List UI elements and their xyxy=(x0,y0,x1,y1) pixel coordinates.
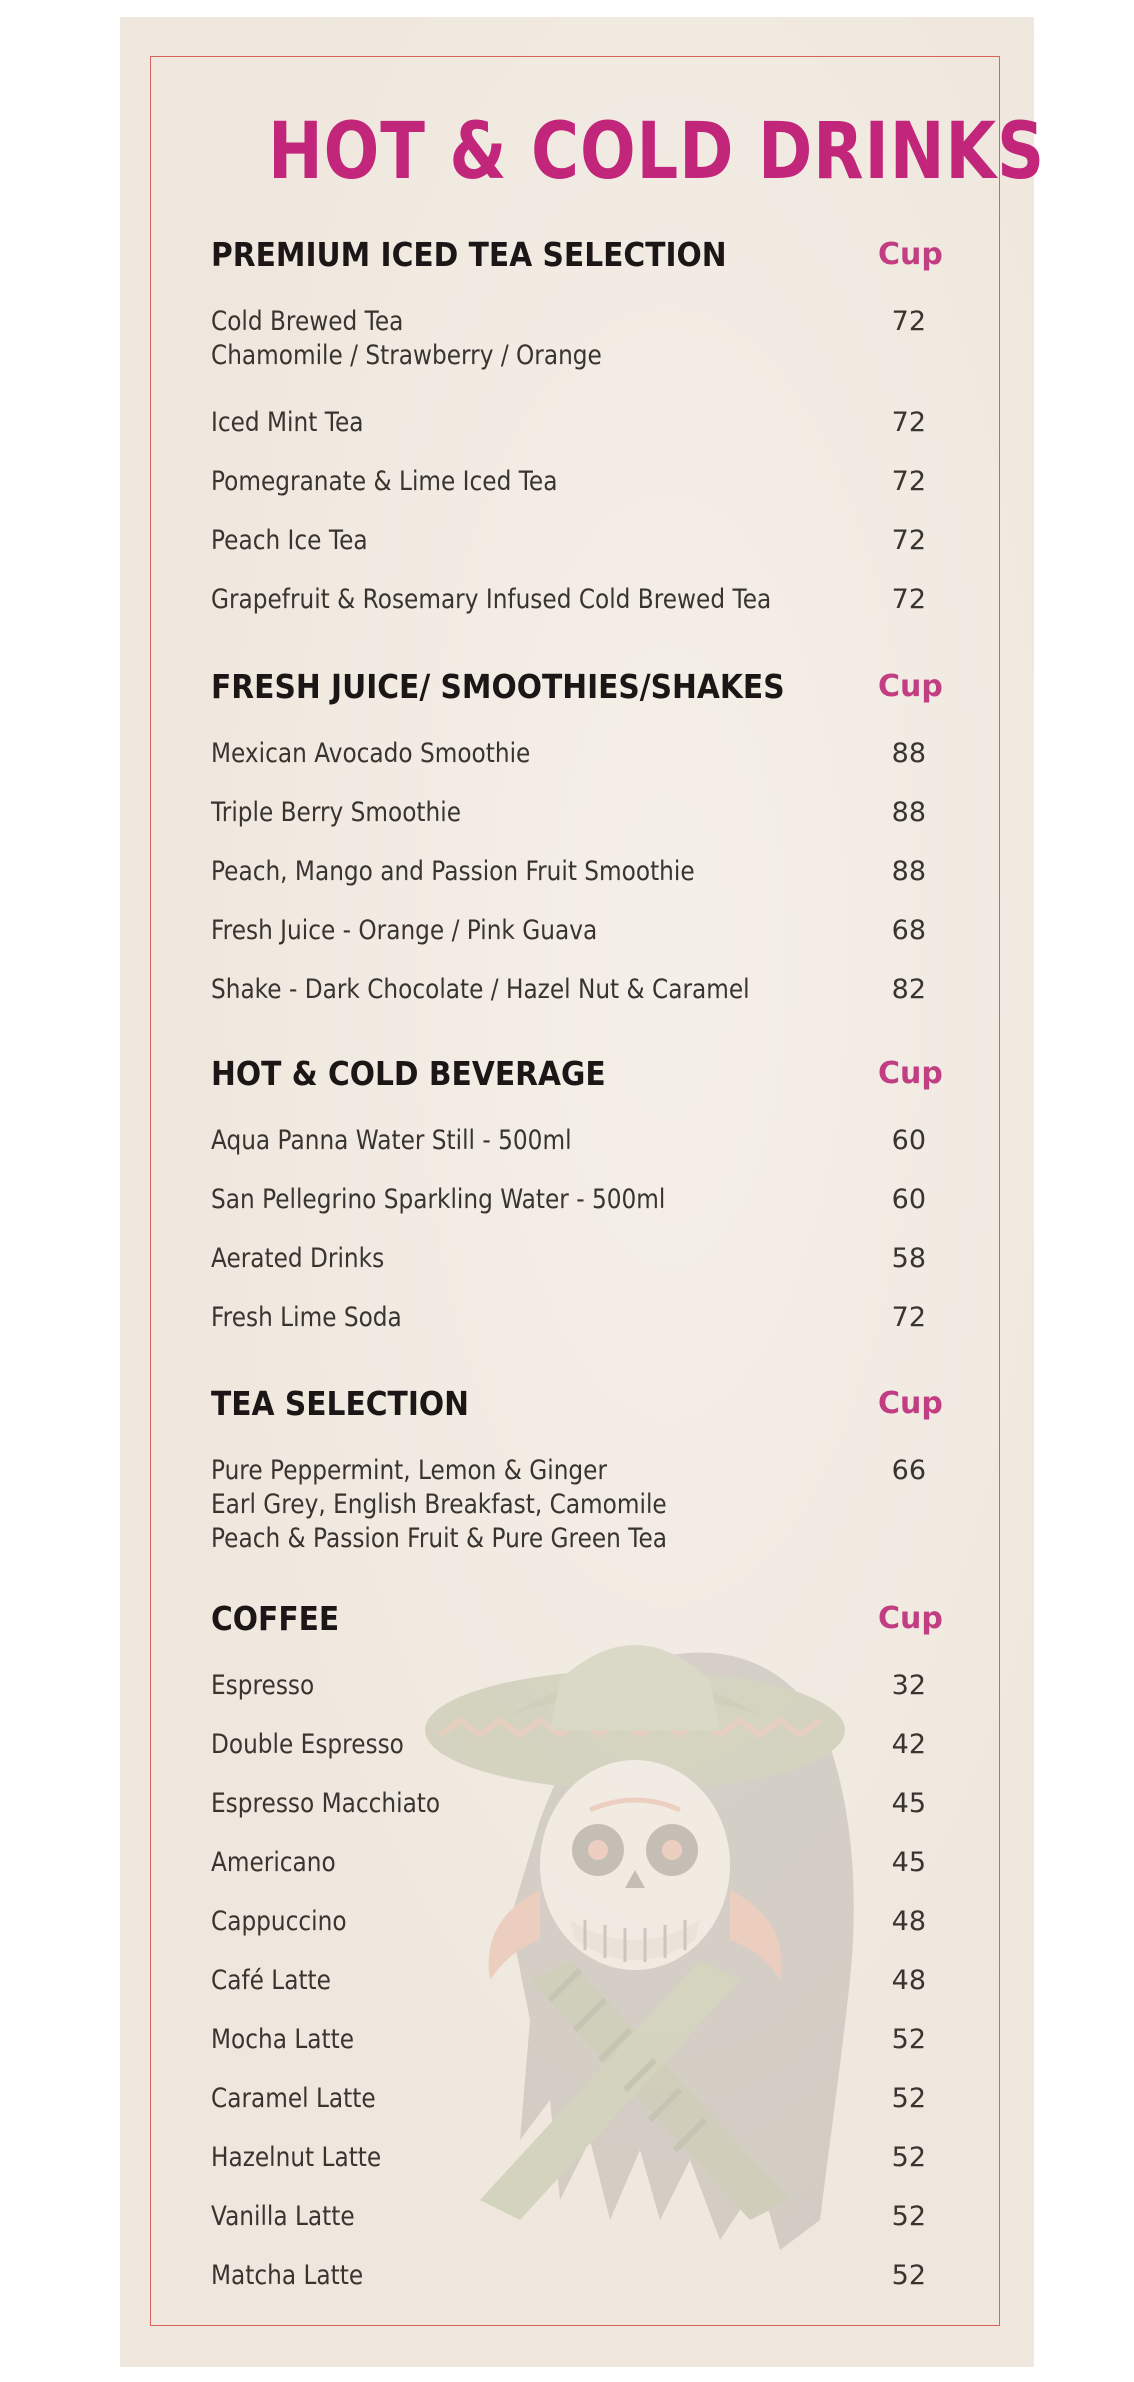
menu-item-price: 45 xyxy=(891,1847,926,1878)
menu-item-mexican-avocado-smoothie: Mexican Avocado Smoothie xyxy=(211,738,531,769)
menu-item-aerated-drinks: Aerated Drinks xyxy=(211,1243,385,1274)
menu-item-price: 68 xyxy=(891,915,926,946)
menu-item-tea-selection: Pure Peppermint, Lemon & Ginger xyxy=(211,1455,607,1486)
menu-item-price: 72 xyxy=(891,407,926,438)
cup-column-label: Cup xyxy=(878,1601,943,1636)
section-title-tea-selection: TEA SELECTION xyxy=(211,1384,469,1423)
menu-item-peach-mango-passion-smoothie: Peach, Mango and Passion Fruit Smoothie xyxy=(211,856,695,887)
menu-item-price: 58 xyxy=(891,1243,926,1274)
menu-item-detail: Earl Grey, English Breakfast, Camomile xyxy=(211,1489,667,1520)
menu-item-price: 72 xyxy=(891,525,926,556)
menu-item-price: 48 xyxy=(891,1965,926,1996)
menu-item-espresso-macchiato: Espresso Macchiato xyxy=(211,1788,441,1819)
menu-item-detail: Peach & Passion Fruit & Pure Green Tea xyxy=(211,1523,668,1554)
menu-item-triple-berry-smoothie: Triple Berry Smoothie xyxy=(211,797,461,828)
menu-item-san-pellegrino: San Pellegrino Sparkling Water - 500ml xyxy=(211,1184,666,1215)
menu-item-vanilla-latte: Vanilla Latte xyxy=(211,2201,355,2232)
menu-item-shake: Shake - Dark Chocolate / Hazel Nut & Caramel xyxy=(211,974,750,1005)
menu-item-price: 52 xyxy=(891,2142,926,2173)
menu-item-price: 72 xyxy=(891,1302,926,1333)
section-title-hot-cold-beverage: HOT & COLD BEVERAGE xyxy=(211,1054,606,1093)
menu-item-price: 72 xyxy=(891,306,926,337)
menu-item-iced-mint-tea: Iced Mint Tea xyxy=(211,407,364,438)
menu-item-price: 60 xyxy=(891,1125,926,1156)
section-title-fresh-juice: FRESH JUICE/ SMOOTHIES/SHAKES xyxy=(211,667,785,706)
menu-item-aqua-panna: Aqua Panna Water Still - 500ml xyxy=(211,1125,572,1156)
menu-item-price: 82 xyxy=(891,974,926,1005)
menu-item-price: 45 xyxy=(891,1788,926,1819)
menu-item-price: 52 xyxy=(891,2024,926,2055)
menu-title: HOT & COLD DRINKS xyxy=(268,107,1046,197)
menu-item-cafe-latte: Café Latte xyxy=(211,1965,331,1996)
menu-item-price: 88 xyxy=(891,797,926,828)
menu-item-cappuccino: Cappuccino xyxy=(211,1906,347,1937)
cup-column-label: Cup xyxy=(878,237,943,272)
menu-item-price: 88 xyxy=(891,738,926,769)
section-title-premium-iced-tea: PREMIUM ICED TEA SELECTION xyxy=(211,235,727,274)
menu-item-cold-brewed-tea: Cold Brewed Tea xyxy=(211,306,404,337)
menu-item-double-espresso: Double Espresso xyxy=(211,1729,404,1760)
menu-item-price: 52 xyxy=(891,2201,926,2232)
cup-column-label: Cup xyxy=(878,1056,943,1091)
menu-item-price: 60 xyxy=(891,1184,926,1215)
menu-item-grapefruit-rosemary-tea: Grapefruit & Rosemary Infused Cold Brewed Tea xyxy=(211,584,772,615)
menu-item-matcha-latte: Matcha Latte xyxy=(211,2260,364,2291)
section-title-coffee: COFFEE xyxy=(211,1599,340,1638)
cup-column-label: Cup xyxy=(878,669,943,704)
menu-item-americano: Americano xyxy=(211,1847,336,1878)
menu-item-price: 88 xyxy=(891,856,926,887)
menu-item-espresso: Espresso xyxy=(211,1670,315,1701)
menu-item-pomegranate-lime-iced-tea: Pomegranate & Lime Iced Tea xyxy=(211,466,558,497)
menu-item-caramel-latte: Caramel Latte xyxy=(211,2083,376,2114)
menu-item-detail: Chamomile / Strawberry / Orange xyxy=(211,340,602,371)
menu-item-price: 52 xyxy=(891,2260,926,2291)
menu-item-price: 52 xyxy=(891,2083,926,2114)
menu-item-hazelnut-latte: Hazelnut Latte xyxy=(211,2142,382,2173)
menu-item-price: 66 xyxy=(891,1455,926,1486)
cup-column-label: Cup xyxy=(878,1386,943,1421)
menu-item-fresh-juice: Fresh Juice - Orange / Pink Guava xyxy=(211,915,598,946)
menu-item-price: 48 xyxy=(891,1906,926,1937)
menu-item-mocha-latte: Mocha Latte xyxy=(211,2024,355,2055)
menu-item-price: 72 xyxy=(891,584,926,615)
menu-item-peach-ice-tea: Peach Ice Tea xyxy=(211,525,368,556)
menu-item-price: 72 xyxy=(891,466,926,497)
menu-item-fresh-lime-soda: Fresh Lime Soda xyxy=(211,1302,402,1333)
menu-item-price: 42 xyxy=(891,1729,926,1760)
menu-item-price: 32 xyxy=(891,1670,926,1701)
